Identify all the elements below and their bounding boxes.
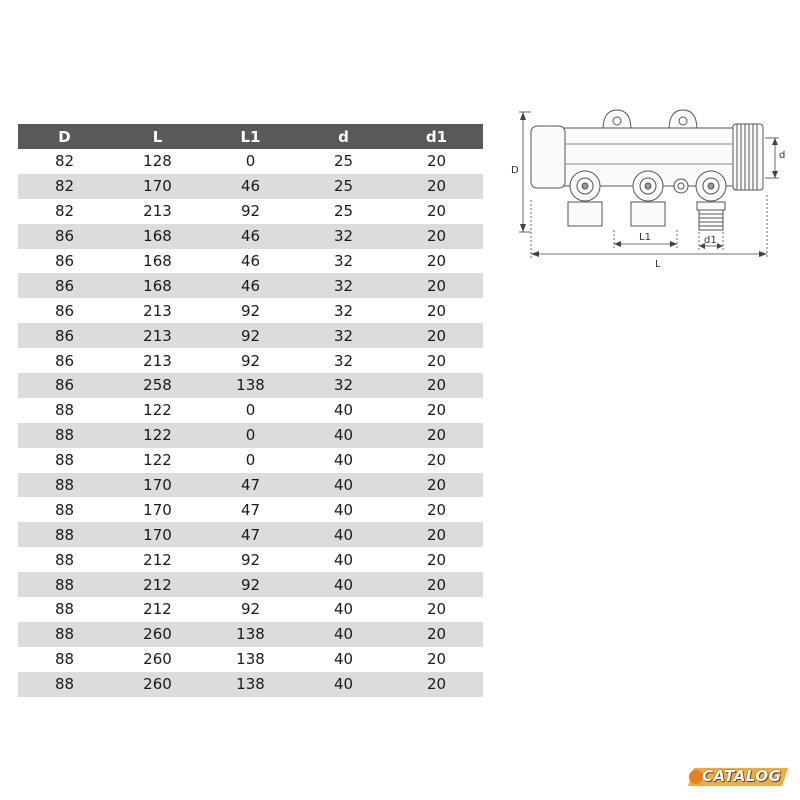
cell-d: 40 — [297, 448, 390, 473]
table-row — [18, 597, 483, 622]
cell-L1: 46 — [204, 273, 297, 298]
dim-L-label: L — [655, 259, 661, 270]
cell-L: 170 — [111, 174, 204, 199]
header-d: d — [297, 124, 390, 149]
cell-L1: 92 — [204, 348, 297, 373]
cell-L: 260 — [111, 672, 204, 697]
cell-D: 88 — [18, 597, 111, 622]
cell-d: 25 — [297, 149, 390, 174]
table-row — [18, 224, 483, 249]
cell-L: 260 — [111, 622, 204, 647]
dim-L1-label: L1 — [639, 232, 651, 243]
cell-d: 32 — [297, 298, 390, 323]
cell-D: 82 — [18, 149, 111, 174]
cell-d1: 20 — [390, 273, 483, 298]
table-row — [18, 398, 483, 423]
cell-d1: 20 — [390, 672, 483, 697]
cell-L: 122 — [111, 398, 204, 423]
table-row — [18, 149, 483, 174]
cell-d: 40 — [297, 497, 390, 522]
dim-D-label: D — [511, 165, 519, 176]
cell-d: 40 — [297, 622, 390, 647]
cell-L: 212 — [111, 547, 204, 572]
cell-L: 213 — [111, 348, 204, 373]
cell-d: 40 — [297, 473, 390, 498]
table-header-row — [18, 124, 483, 149]
cell-D: 82 — [18, 174, 111, 199]
table-row — [18, 448, 483, 473]
cell-D: 88 — [18, 497, 111, 522]
table-row — [18, 522, 483, 547]
table-row — [18, 174, 483, 199]
table-row — [18, 298, 483, 323]
cell-L: 212 — [111, 572, 204, 597]
cell-L: 212 — [111, 597, 204, 622]
cell-D: 86 — [18, 373, 111, 398]
cell-L1: 0 — [204, 423, 297, 448]
cell-D: 88 — [18, 522, 111, 547]
cell-L: 170 — [111, 497, 204, 522]
cell-d: 40 — [297, 647, 390, 672]
cell-d: 25 — [297, 199, 390, 224]
cell-L1: 46 — [204, 174, 297, 199]
cell-L1: 92 — [204, 547, 297, 572]
table-row — [18, 273, 483, 298]
cell-D: 82 — [18, 199, 111, 224]
outlet-2 — [631, 202, 665, 226]
cell-D: 88 — [18, 448, 111, 473]
cell-d1: 20 — [390, 224, 483, 249]
watermark-text: CATALOG — [702, 767, 782, 785]
table-row — [18, 547, 483, 572]
header-D: D — [18, 124, 111, 149]
cell-L1: 92 — [204, 572, 297, 597]
cell-d: 25 — [297, 174, 390, 199]
cell-L: 258 — [111, 373, 204, 398]
cell-D: 88 — [18, 473, 111, 498]
cell-L1: 46 — [204, 224, 297, 249]
cell-D: 86 — [18, 348, 111, 373]
table-row — [18, 199, 483, 224]
cell-d: 32 — [297, 373, 390, 398]
cell-L1: 47 — [204, 473, 297, 498]
cell-d1: 20 — [390, 149, 483, 174]
cell-d1: 20 — [390, 398, 483, 423]
cell-L1: 0 — [204, 149, 297, 174]
cell-L: 122 — [111, 448, 204, 473]
cell-D: 88 — [18, 547, 111, 572]
table-row — [18, 249, 483, 274]
cell-d1: 20 — [390, 522, 483, 547]
cell-L1: 47 — [204, 497, 297, 522]
cell-L: 170 — [111, 473, 204, 498]
cell-d: 40 — [297, 423, 390, 448]
table-row — [18, 497, 483, 522]
table-row — [18, 672, 483, 697]
cell-d: 40 — [297, 398, 390, 423]
cell-L: 168 — [111, 273, 204, 298]
cell-L: 168 — [111, 249, 204, 274]
cell-d: 32 — [297, 224, 390, 249]
spec-table — [18, 124, 483, 697]
table-row — [18, 323, 483, 348]
cell-d1: 20 — [390, 597, 483, 622]
cell-D: 86 — [18, 224, 111, 249]
cell-D: 88 — [18, 647, 111, 672]
cell-d1: 20 — [390, 174, 483, 199]
cell-d1: 20 — [390, 572, 483, 597]
cell-L1: 92 — [204, 298, 297, 323]
table-row — [18, 423, 483, 448]
outlet-3 — [699, 210, 723, 230]
cell-d: 40 — [297, 672, 390, 697]
table-row — [18, 348, 483, 373]
cell-L1: 138 — [204, 373, 297, 398]
cell-D: 88 — [18, 672, 111, 697]
cell-D: 86 — [18, 273, 111, 298]
cell-L: 213 — [111, 323, 204, 348]
cell-L1: 138 — [204, 622, 297, 647]
table-body — [18, 149, 483, 697]
table-row — [18, 622, 483, 647]
cell-L1: 138 — [204, 672, 297, 697]
table-row — [18, 572, 483, 597]
table-row — [18, 473, 483, 498]
cell-L1: 0 — [204, 398, 297, 423]
cell-L1: 92 — [204, 597, 297, 622]
cell-d: 32 — [297, 273, 390, 298]
cell-d: 32 — [297, 323, 390, 348]
mount-hole-left — [613, 117, 621, 125]
dim-d-label: d — [779, 150, 785, 161]
cell-d1: 20 — [390, 298, 483, 323]
cell-d1: 20 — [390, 497, 483, 522]
cell-L1: 47 — [204, 522, 297, 547]
dim-d1-label: d1 — [704, 235, 717, 246]
cell-d: 40 — [297, 597, 390, 622]
cell-D: 88 — [18, 572, 111, 597]
manifold-diagram — [505, 100, 785, 275]
cell-d: 40 — [297, 522, 390, 547]
cell-L1: 92 — [204, 323, 297, 348]
left-end — [531, 126, 565, 188]
table-row — [18, 647, 483, 672]
cell-d: 40 — [297, 547, 390, 572]
cell-L1: 92 — [204, 199, 297, 224]
cell-d1: 20 — [390, 199, 483, 224]
cell-d1: 20 — [390, 448, 483, 473]
cell-L1: 138 — [204, 647, 297, 672]
mount-hole-right — [679, 117, 687, 125]
catalog-watermark — [686, 764, 790, 790]
cell-L: 168 — [111, 224, 204, 249]
cell-L: 128 — [111, 149, 204, 174]
header-L: L — [111, 124, 204, 149]
outlet-1 — [568, 202, 602, 226]
cell-L: 213 — [111, 199, 204, 224]
cell-L1: 0 — [204, 448, 297, 473]
cell-D: 86 — [18, 323, 111, 348]
cell-L1: 46 — [204, 249, 297, 274]
cell-d1: 20 — [390, 547, 483, 572]
cell-D: 86 — [18, 249, 111, 274]
cell-D: 88 — [18, 398, 111, 423]
cell-d1: 20 — [390, 373, 483, 398]
cell-d1: 20 — [390, 622, 483, 647]
cell-L: 122 — [111, 423, 204, 448]
cell-d: 40 — [297, 572, 390, 597]
cell-D: 88 — [18, 622, 111, 647]
cell-d1: 20 — [390, 249, 483, 274]
cell-L: 260 — [111, 647, 204, 672]
header-d1: d1 — [390, 124, 483, 149]
cell-d: 32 — [297, 249, 390, 274]
cell-D: 88 — [18, 423, 111, 448]
cell-d: 32 — [297, 348, 390, 373]
cell-L: 213 — [111, 298, 204, 323]
cell-d1: 20 — [390, 348, 483, 373]
cell-d1: 20 — [390, 323, 483, 348]
table-row — [18, 373, 483, 398]
outlet-3-nut — [697, 202, 725, 210]
cell-L: 170 — [111, 522, 204, 547]
cell-D: 86 — [18, 298, 111, 323]
cell-d1: 20 — [390, 423, 483, 448]
cell-d1: 20 — [390, 473, 483, 498]
header-L1: L1 — [204, 124, 297, 149]
cell-d1: 20 — [390, 647, 483, 672]
